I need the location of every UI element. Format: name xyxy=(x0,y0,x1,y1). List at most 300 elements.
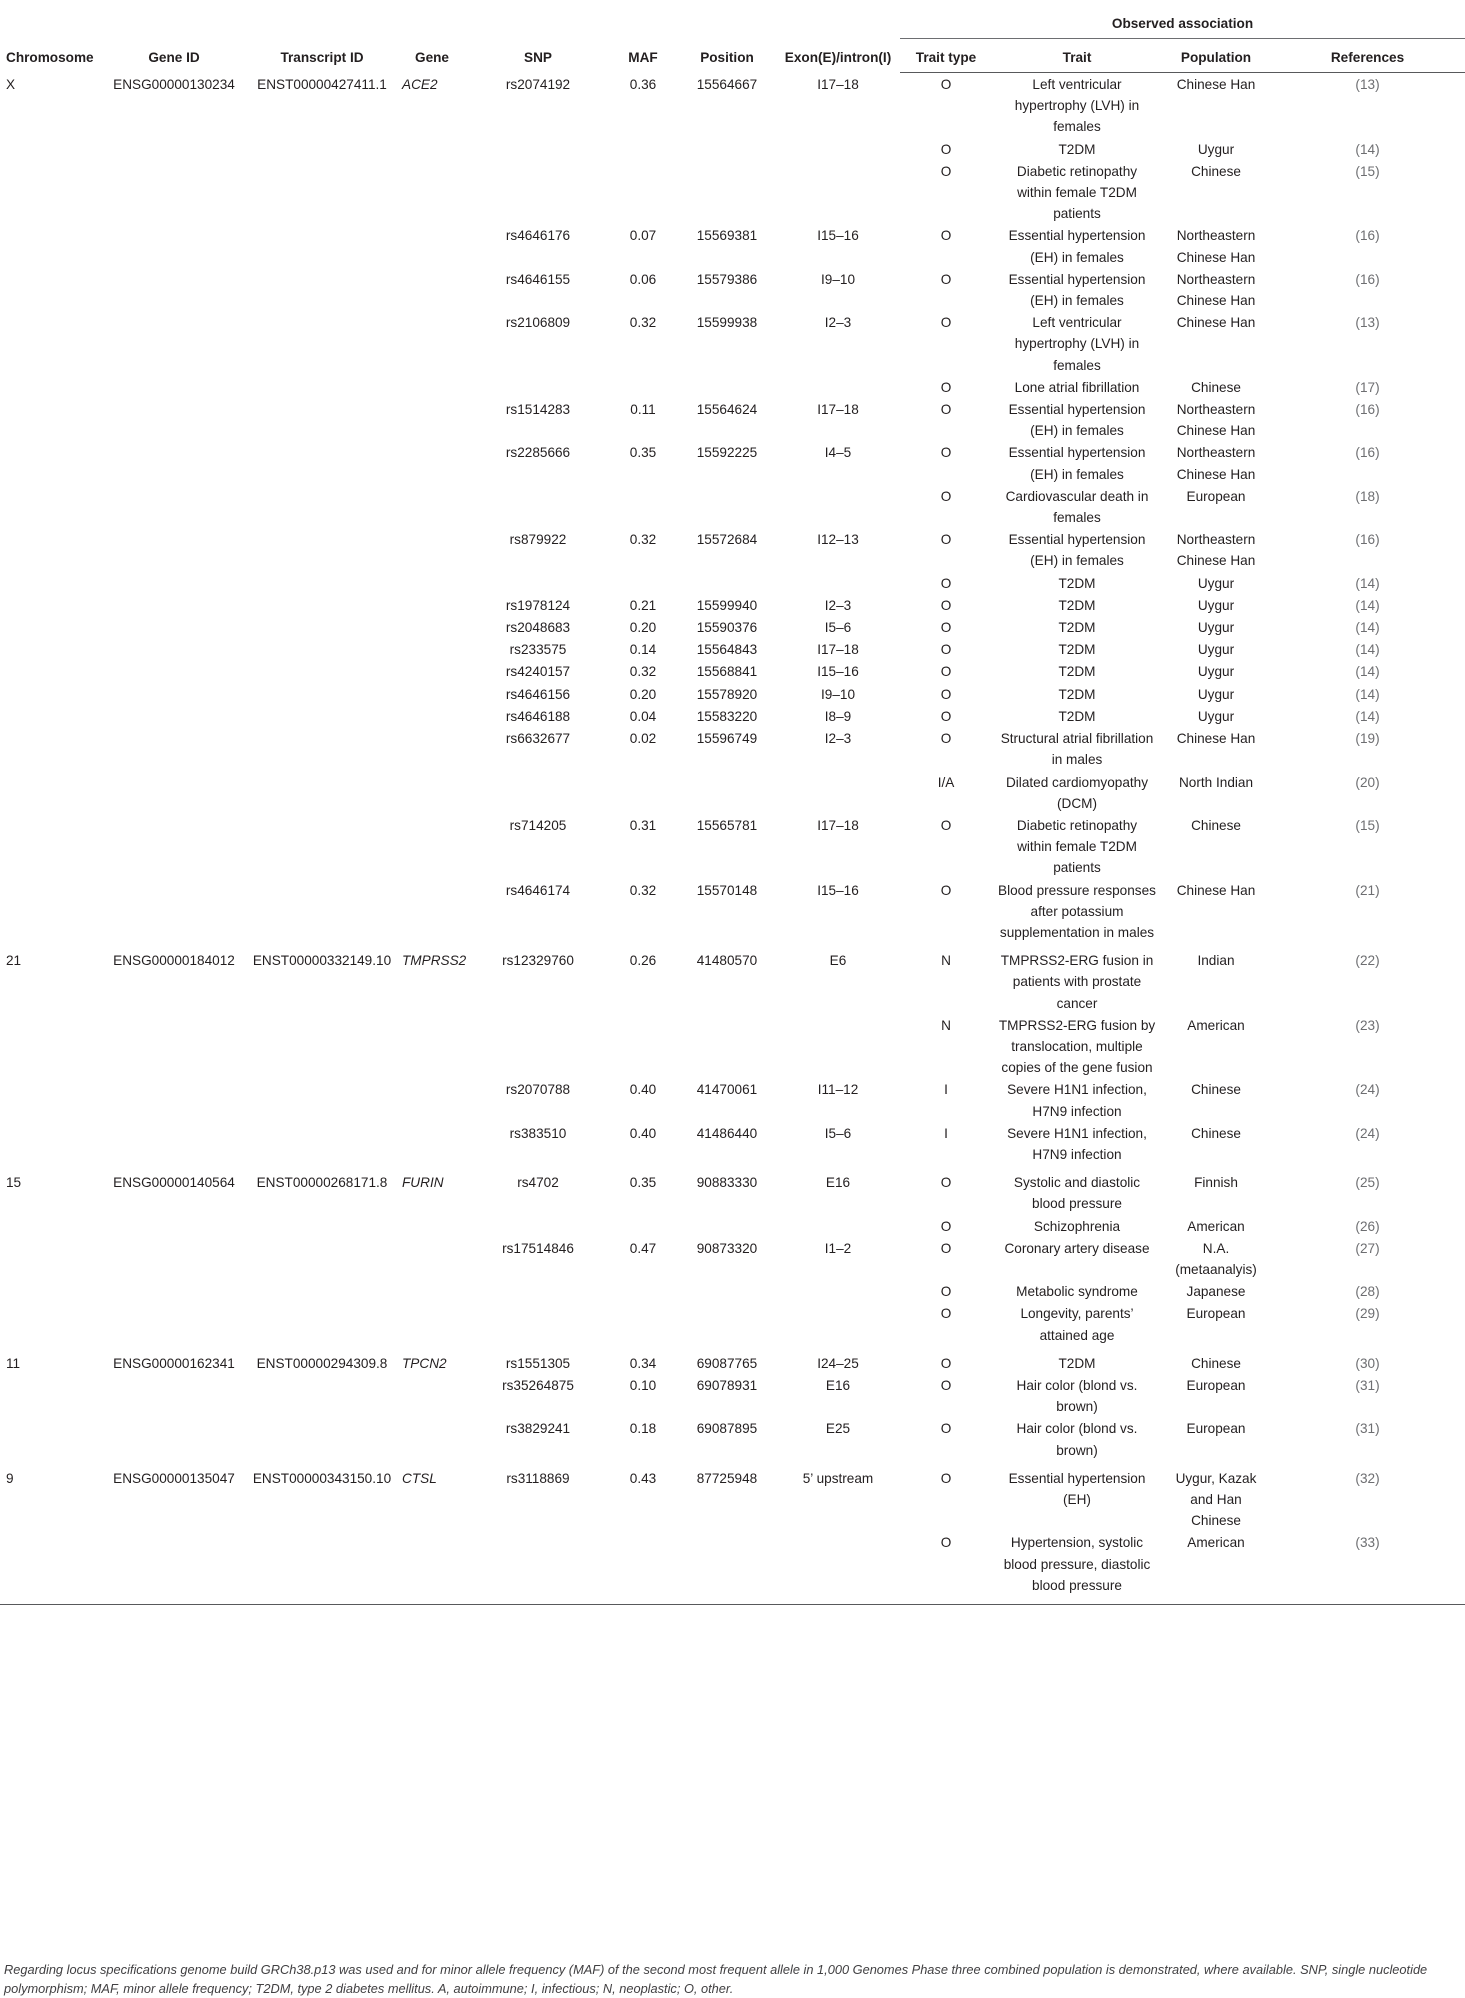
cell-chromosome xyxy=(0,594,100,616)
cell-exon-intron: E6 xyxy=(829,953,847,969)
cell-trait-type: O xyxy=(940,1355,952,1371)
cell-chromosome xyxy=(0,879,100,944)
col-header-maf: MAF xyxy=(628,50,658,66)
cell-position: 15599940 xyxy=(696,597,758,613)
cell-maf xyxy=(608,160,678,225)
cell-population: American xyxy=(1187,1017,1245,1033)
cell-gene-id xyxy=(100,1302,248,1345)
cell-snp xyxy=(468,1280,608,1302)
cell-chromosome xyxy=(0,485,100,528)
cell-reference: (14) xyxy=(1355,597,1380,613)
cell-trait-type: O xyxy=(940,882,952,898)
table-row xyxy=(0,1346,1465,1374)
cell-reference: (17) xyxy=(1355,379,1380,395)
cell-maf: 0.20 xyxy=(629,620,657,636)
cell-trait: Cardiovascular death in females xyxy=(1005,488,1149,526)
cell-trait: Severe H1N1 infection, H7N9 infection xyxy=(1007,1082,1147,1119)
cell-gene xyxy=(396,1215,468,1237)
col-header-snp: SNP xyxy=(524,50,552,66)
cell-exon-intron: I2–3 xyxy=(824,315,852,331)
cell-position: 15578920 xyxy=(696,686,758,702)
cell-exon-intron: I8–9 xyxy=(824,708,852,724)
cell-population: Chinese xyxy=(1191,163,1241,179)
cell-transcript-id xyxy=(248,398,396,441)
cell-transcript-id xyxy=(248,1014,396,1079)
cell-gene: FURIN xyxy=(402,1175,444,1191)
cell-trait: TMPRSS2-ERG fusion in patients with prostate cancer xyxy=(1000,953,1154,1011)
cell-position: 15583220 xyxy=(696,708,758,724)
cell-chromosome xyxy=(0,1302,100,1345)
cell-trait-type: I xyxy=(944,1125,948,1141)
cell-reference: (16) xyxy=(1355,402,1380,418)
col-header-gene-id: Gene ID xyxy=(148,50,200,66)
cell-population: Chinese Han xyxy=(1176,882,1256,898)
cell-maf: 0.40 xyxy=(629,1082,657,1098)
cell-population: Northeastern Chinese Han xyxy=(1176,532,1256,569)
cell-gene: CTSL xyxy=(402,1470,437,1486)
cell-chromosome xyxy=(0,616,100,638)
cell-snp xyxy=(468,160,608,225)
cell-snp: rs1514283 xyxy=(505,402,571,418)
cell-transcript-id xyxy=(248,594,396,616)
cell-reference: (18) xyxy=(1355,488,1380,504)
cell-transcript-id xyxy=(248,311,396,376)
cell-population: Uygur xyxy=(1197,664,1235,680)
cell-trait-type: O xyxy=(940,271,952,287)
cell-trait-type: O xyxy=(940,1218,952,1234)
cell-gene-id xyxy=(100,1374,248,1417)
cell-trait-type: O xyxy=(940,1421,952,1437)
cell-chromosome xyxy=(0,224,100,267)
cell-exon-intron: I5–6 xyxy=(824,1125,852,1141)
cell-reference: (29) xyxy=(1355,1306,1380,1322)
cell-trait: Essential hypertension (EH) in females xyxy=(1008,402,1146,439)
cell-chromosome xyxy=(0,1078,100,1121)
cell-gene: TPCN2 xyxy=(402,1355,447,1371)
col-header-observed-association: Observed association xyxy=(900,4,1465,39)
cell-snp: rs12329760 xyxy=(502,953,574,969)
cell-chromosome xyxy=(0,814,100,879)
cell-trait-type: N xyxy=(941,953,951,969)
cell-gene-id xyxy=(100,1078,248,1121)
cell-maf: 0.43 xyxy=(629,1470,657,1486)
cell-population: European xyxy=(1186,488,1246,504)
cell-trait: Left ventricular hypertrophy (LVH) in females xyxy=(1014,315,1140,373)
cell-population: Uygur xyxy=(1197,686,1235,702)
table-row xyxy=(0,572,1465,594)
cell-snp: rs1978124 xyxy=(505,597,571,613)
cell-exon-intron: I17–18 xyxy=(817,642,859,658)
cell-reference: (14) xyxy=(1355,664,1380,680)
cell-trait: Schizophrenia xyxy=(1033,1218,1121,1234)
cell-trait-type: O xyxy=(940,141,952,157)
cell-gene-id xyxy=(100,1014,248,1079)
cell-gene-id xyxy=(100,1531,248,1604)
cell-gene-id xyxy=(100,594,248,616)
cell-snp: rs2074192 xyxy=(505,76,571,92)
cell-maf: 0.34 xyxy=(629,1355,657,1371)
cell-reference: (16) xyxy=(1355,271,1380,287)
cell-exon-intron: I9–10 xyxy=(820,271,856,287)
cell-reference: (31) xyxy=(1355,1421,1380,1437)
cell-reference: (25) xyxy=(1355,1175,1380,1191)
cell-transcript-id xyxy=(248,268,396,311)
cell-transcript-id xyxy=(248,485,396,528)
cell-transcript-id xyxy=(248,224,396,267)
cell-reference: (16) xyxy=(1355,532,1380,548)
cell-transcript-id xyxy=(248,771,396,814)
cell-trait: Severe H1N1 infection, H7N9 infection xyxy=(1007,1125,1147,1162)
cell-exon-intron xyxy=(776,1215,900,1237)
cell-gene xyxy=(396,1302,468,1345)
cell-transcript-id xyxy=(248,1215,396,1237)
cell-gene xyxy=(396,398,468,441)
cell-chromosome: 15 xyxy=(6,1175,22,1191)
cell-reference: (28) xyxy=(1355,1284,1380,1300)
cell-population: Uygur xyxy=(1197,575,1235,591)
col-header-position: Position xyxy=(700,50,754,66)
cell-trait: Dilated cardiomyopathy (DCM) xyxy=(1005,774,1149,811)
cell-gene xyxy=(396,660,468,682)
cell-trait: Essential hypertension (EH) in females xyxy=(1008,445,1146,482)
cell-gene-id xyxy=(100,1417,248,1460)
cell-exon-intron: I5–6 xyxy=(824,620,852,636)
cell-gene-id xyxy=(100,1215,248,1237)
cell-snp: rs4240157 xyxy=(505,664,571,680)
cell-transcript-id xyxy=(248,160,396,225)
cell-snp: rs714205 xyxy=(509,817,567,833)
cell-exon-intron xyxy=(776,1302,900,1345)
cell-reference: (20) xyxy=(1355,774,1380,790)
cell-population: Chinese xyxy=(1191,1125,1241,1141)
cell-gene-id xyxy=(100,268,248,311)
cell-exon-intron: I17–18 xyxy=(817,402,859,418)
cell-trait: Coronary artery disease xyxy=(1004,1240,1150,1256)
cell-chromosome xyxy=(0,683,100,705)
cell-gene: TMPRSS2 xyxy=(402,953,467,969)
cell-snp: rs4646176 xyxy=(505,228,571,244)
cell-snp: rs3118869 xyxy=(506,1470,570,1486)
cell-trait: T2DM xyxy=(1058,708,1096,724)
cell-population: N.A. (metaanalyis) xyxy=(1175,1240,1257,1277)
cell-maf xyxy=(608,1014,678,1079)
cell-chromosome xyxy=(0,376,100,398)
cell-population: Uygur xyxy=(1197,708,1235,724)
table-footnote: Regarding locus specifications genome build GRCh38.p13 was used and for minor allele frequency (MAF) of the second most frequent allele in 1,000 Genomes Phase three combined population is demonstrated, where available. SNP, single nucleotide polymorphism; MAF, minor allele frequency; T2DM, type 2 diabetes mellitus. A, autoimmune; I, infectious; N, neoplastic; O, other. xyxy=(4,1962,1428,1996)
cell-trait: Systolic and diastolic blood pressure xyxy=(1013,1175,1141,1212)
cell-trait: T2DM xyxy=(1058,597,1096,613)
cell-maf: 0.20 xyxy=(629,686,657,702)
cell-snp xyxy=(468,572,608,594)
cell-trait-type: O xyxy=(940,379,952,395)
cell-trait: Structural atrial fibrillation in males xyxy=(1000,731,1154,768)
cell-exon-intron: E16 xyxy=(825,1175,851,1191)
cell-position xyxy=(678,160,776,225)
cell-exon-intron: I17–18 xyxy=(817,817,859,833)
cell-snp: rs4702 xyxy=(517,1175,559,1191)
table-row xyxy=(0,594,1465,616)
cell-snp xyxy=(468,771,608,814)
table-row xyxy=(0,705,1465,727)
table-row xyxy=(0,638,1465,660)
cell-transcript-id xyxy=(248,1374,396,1417)
cell-trait: TMPRSS2-ERG fusion by translocation, multiple copies of the gene fusion xyxy=(998,1017,1156,1076)
cell-trait-type: O xyxy=(940,731,952,747)
cell-chromosome xyxy=(0,705,100,727)
cell-reference: (14) xyxy=(1355,620,1380,636)
cell-gene-id xyxy=(100,528,248,571)
cell-exon-intron: I9–10 xyxy=(820,686,856,702)
cell-maf: 0.06 xyxy=(629,271,657,287)
cell-transcript-id xyxy=(248,727,396,770)
cell-chromosome xyxy=(0,1531,100,1604)
cell-chromosome xyxy=(0,727,100,770)
cell-position: 69087895 xyxy=(696,1421,758,1437)
cell-gene xyxy=(396,616,468,638)
cell-maf: 0.36 xyxy=(629,76,657,92)
cell-trait-type: O xyxy=(940,1377,952,1393)
cell-exon-intron xyxy=(776,138,900,160)
cell-trait-type: O xyxy=(940,77,952,92)
cell-gene xyxy=(396,1014,468,1079)
cell-trait: Essential hypertension (EH) xyxy=(1008,1470,1146,1507)
cell-population: Northeastern Chinese Han xyxy=(1176,271,1256,309)
cell-exon-intron: I12–13 xyxy=(817,532,859,548)
cell-gene: ACE2 xyxy=(402,76,438,92)
cell-exon-intron: E25 xyxy=(825,1421,851,1437)
table-row xyxy=(0,224,1465,267)
cell-snp: rs233575 xyxy=(509,642,567,658)
cell-chromosome xyxy=(0,1014,100,1079)
cell-population: Uygur xyxy=(1197,620,1235,636)
table-row xyxy=(0,1014,1465,1079)
cell-transcript-id xyxy=(248,138,396,160)
cell-trait-type: O xyxy=(940,228,952,244)
cell-position: 15568841 xyxy=(696,664,758,680)
cell-population: European xyxy=(1186,1306,1246,1322)
cell-chromosome: 21 xyxy=(6,953,22,969)
cell-trait-type: O xyxy=(940,532,952,548)
cell-trait-type: O xyxy=(940,575,952,591)
cell-exon-intron: E16 xyxy=(825,1377,851,1393)
cell-maf xyxy=(608,572,678,594)
cell-snp xyxy=(468,1531,608,1604)
col-header-chromosome: Chromosome xyxy=(6,50,94,66)
cell-position: 69078931 xyxy=(696,1377,758,1393)
cell-gene-id xyxy=(100,441,248,484)
cell-reference: (31) xyxy=(1355,1377,1380,1393)
cell-snp: rs6632677 xyxy=(505,731,571,747)
cell-position: 15564624 xyxy=(696,402,758,418)
cell-population: European xyxy=(1186,1421,1246,1437)
cell-trait: Essential hypertension (EH) in females xyxy=(1008,532,1146,569)
table-row xyxy=(0,1280,1465,1302)
cell-gene-id xyxy=(100,683,248,705)
col-header-population: Population xyxy=(1162,39,1270,73)
cell-chromosome xyxy=(0,528,100,571)
cell-exon-intron: 5’ upstream xyxy=(802,1470,874,1486)
cell-chromosome xyxy=(0,160,100,225)
table-row xyxy=(0,814,1465,879)
cell-population: Northeastern Chinese Han xyxy=(1176,445,1256,482)
cell-snp: rs2106809 xyxy=(505,315,571,331)
cell-snp xyxy=(468,1014,608,1079)
cell-transcript-id xyxy=(248,638,396,660)
cell-position: 15565781 xyxy=(696,817,758,833)
cell-maf: 0.21 xyxy=(629,597,657,613)
cell-position xyxy=(678,1215,776,1237)
cell-reference: (14) xyxy=(1355,708,1380,724)
cell-population: Uygur xyxy=(1197,642,1235,658)
cell-reference: (16) xyxy=(1355,228,1380,244)
cell-gene xyxy=(396,814,468,879)
cell-gene-id xyxy=(100,572,248,594)
table-row xyxy=(0,485,1465,528)
cell-gene-id xyxy=(100,224,248,267)
cell-reference: (13) xyxy=(1355,315,1380,331)
cell-gene-id xyxy=(100,398,248,441)
cell-snp: rs1551305 xyxy=(505,1355,571,1371)
cell-reference: (30) xyxy=(1355,1355,1380,1371)
table-row xyxy=(0,1078,1465,1121)
cell-trait: T2DM xyxy=(1058,642,1096,658)
cell-population: American xyxy=(1187,1535,1245,1551)
cell-reference: (14) xyxy=(1355,642,1380,658)
cell-position xyxy=(678,572,776,594)
table-row xyxy=(0,528,1465,571)
cell-maf: 0.11 xyxy=(630,402,656,418)
table-row xyxy=(0,1417,1465,1460)
cell-population: Chinese xyxy=(1191,1082,1241,1098)
cell-snp: rs4646155 xyxy=(505,271,571,287)
cell-chromosome xyxy=(0,441,100,484)
cell-position xyxy=(678,771,776,814)
cell-transcript-id: ENST00000268171.8 xyxy=(256,1175,388,1191)
cell-trait-type: N xyxy=(941,1017,951,1033)
table-row xyxy=(0,660,1465,682)
cell-gene-id xyxy=(100,160,248,225)
cell-population: Indian xyxy=(1197,953,1235,969)
cell-exon-intron xyxy=(776,160,900,225)
table-row xyxy=(0,727,1465,770)
gene-association-table xyxy=(0,4,1465,1605)
cell-gene xyxy=(396,1531,468,1604)
cell-maf xyxy=(608,376,678,398)
cell-trait: Diabetic retinopathy within female T2DM patients xyxy=(1016,817,1138,876)
cell-exon-intron: I1–2 xyxy=(824,1240,852,1256)
cell-reference: (19) xyxy=(1355,731,1380,747)
table-row xyxy=(0,398,1465,441)
table-row xyxy=(0,1215,1465,1237)
cell-maf xyxy=(608,1531,678,1604)
cell-position: 15564667 xyxy=(696,76,758,92)
cell-trait-type: O xyxy=(940,402,952,418)
table-row xyxy=(0,1374,1465,1417)
col-header-references: References xyxy=(1270,39,1465,73)
cell-transcript-id xyxy=(248,572,396,594)
cell-gene xyxy=(396,1280,468,1302)
cell-chromosome xyxy=(0,138,100,160)
col-header-gene: Gene xyxy=(415,50,449,66)
cell-gene xyxy=(396,311,468,376)
cell-gene-id xyxy=(100,138,248,160)
cell-gene xyxy=(396,224,468,267)
cell-reference: (16) xyxy=(1355,445,1380,461)
cell-snp: rs17514846 xyxy=(502,1240,574,1256)
cell-gene xyxy=(396,1237,468,1280)
cell-gene xyxy=(396,138,468,160)
cell-population: Finnish xyxy=(1194,1175,1238,1191)
cell-maf xyxy=(608,1302,678,1345)
cell-trait: T2DM xyxy=(1058,575,1096,591)
cell-trait: Blood pressure responses after potassium supplementation in males xyxy=(998,882,1156,940)
cell-population: Chinese Han xyxy=(1176,77,1256,92)
cell-maf: 0.26 xyxy=(629,953,657,969)
table-row xyxy=(0,160,1465,225)
table-row xyxy=(0,1122,1465,1165)
table-row xyxy=(0,1531,1465,1604)
cell-snp xyxy=(468,138,608,160)
cell-reference: (24) xyxy=(1355,1082,1380,1098)
cell-maf: 0.32 xyxy=(629,882,657,898)
cell-gene xyxy=(396,1374,468,1417)
cell-reference: (24) xyxy=(1355,1125,1380,1141)
cell-exon-intron xyxy=(776,771,900,814)
cell-trait-type: O xyxy=(940,620,952,636)
cell-exon-intron xyxy=(776,1280,900,1302)
col-header-transcript-id: Transcript ID xyxy=(280,50,364,66)
cell-gene-id xyxy=(100,879,248,944)
cell-trait-type: O xyxy=(940,708,952,724)
cell-maf: 0.32 xyxy=(629,664,657,680)
cell-gene xyxy=(396,268,468,311)
cell-snp: rs4646174 xyxy=(505,882,571,898)
cell-position xyxy=(678,485,776,528)
cell-position: 15596749 xyxy=(696,731,758,747)
cell-transcript-id xyxy=(248,528,396,571)
cell-maf: 0.35 xyxy=(629,445,657,461)
cell-reference: (15) xyxy=(1355,817,1380,833)
cell-position: 15570148 xyxy=(696,882,758,898)
cell-trait-type: O xyxy=(940,1175,952,1191)
cell-maf: 0.35 xyxy=(629,1175,657,1191)
cell-trait-type: O xyxy=(940,1284,952,1300)
cell-snp xyxy=(468,1302,608,1345)
cell-chromosome xyxy=(0,572,100,594)
table-row xyxy=(0,138,1465,160)
cell-gene-id: ENSG00000184012 xyxy=(113,953,235,969)
cell-transcript-id xyxy=(248,441,396,484)
cell-maf: 0.18 xyxy=(629,1421,657,1437)
cell-maf xyxy=(608,138,678,160)
cell-maf: 0.32 xyxy=(629,315,657,331)
cell-position xyxy=(678,1531,776,1604)
cell-trait: Longevity, parents’ attained age xyxy=(1020,1306,1134,1343)
cell-trait-type: O xyxy=(940,1470,952,1486)
cell-transcript-id: ENST00000343150.10 xyxy=(252,1470,392,1486)
cell-population: Uygur xyxy=(1197,597,1235,613)
table-row xyxy=(0,683,1465,705)
cell-transcript-id xyxy=(248,879,396,944)
cell-gene-id xyxy=(100,1280,248,1302)
cell-gene xyxy=(396,683,468,705)
cell-transcript-id xyxy=(248,1078,396,1121)
cell-trait-type: O xyxy=(940,686,952,702)
cell-gene-id xyxy=(100,485,248,528)
cell-maf: 0.47 xyxy=(629,1240,657,1256)
cell-transcript-id xyxy=(248,683,396,705)
cell-position: 15569381 xyxy=(696,228,758,244)
